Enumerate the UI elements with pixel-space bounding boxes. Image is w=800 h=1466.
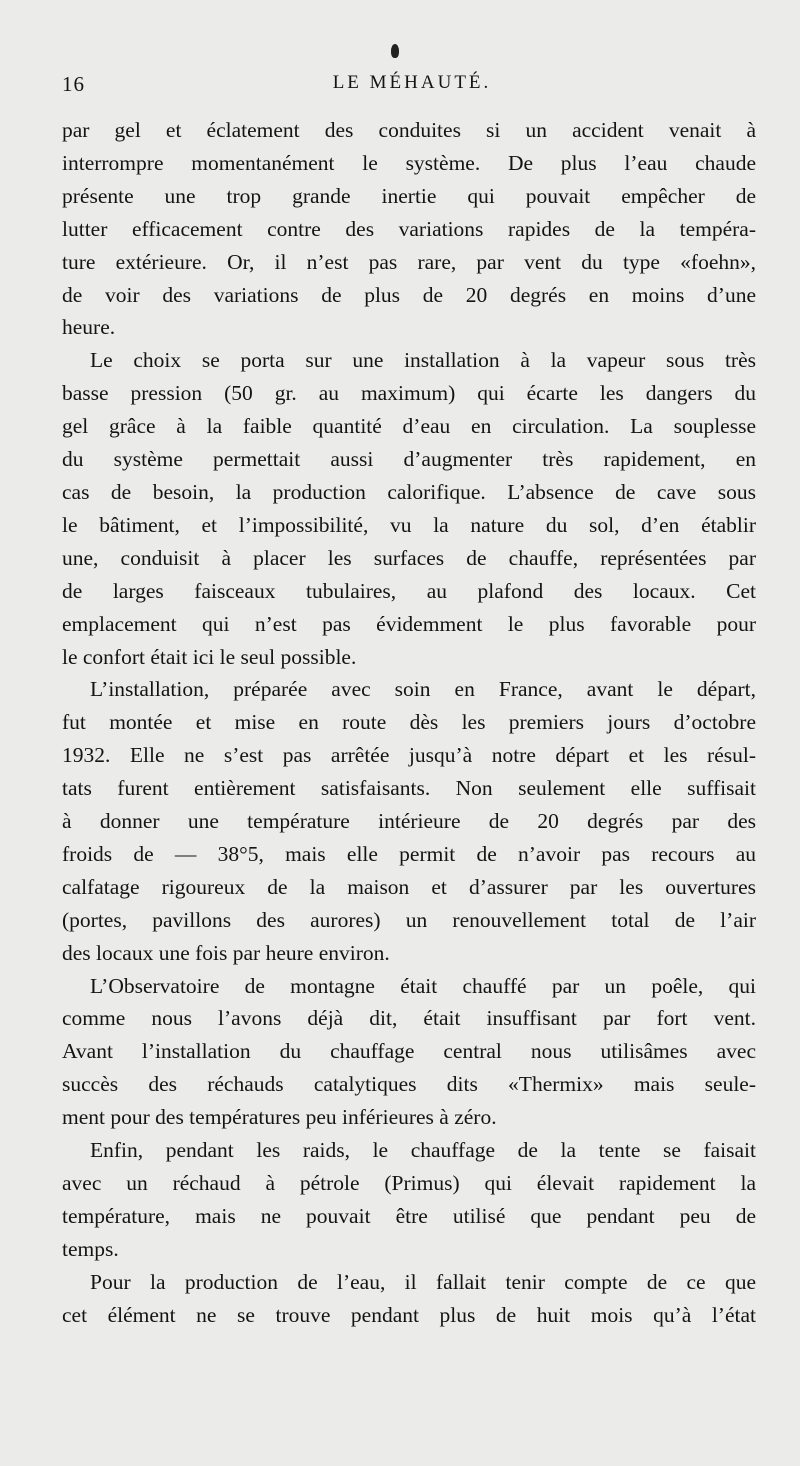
text-line: cas de besoin, la production calorifique. L’absence de cave sous	[62, 479, 756, 504]
text-line: ture extérieure. Or, il n’est pas rare, par vent du type «foehn»,	[62, 249, 756, 274]
printer-ornament-icon	[391, 44, 399, 58]
page-header	[62, 72, 762, 102]
text-line: temps.	[62, 1236, 119, 1261]
paragraph	[62, 1134, 756, 1266]
text-line: comme nous l’avons déjà dit, était insuffisant par fort vent.	[62, 1006, 756, 1031]
text-line: succès des réchauds catalytiques dits «Thermix» mais seule-	[62, 1072, 756, 1097]
text-line: température, mais ne pouvait être utilisé que pendant peu de	[62, 1203, 756, 1228]
text-line: tats furent entièrement satisfaisants. Non seulement elle suffisait	[62, 776, 756, 801]
text-line: interrompre momentanément le système. De plus l’eau chaude	[62, 150, 756, 175]
text-line: 1932. Elle ne s’est pas arrêtée jusqu’à notre départ et les résul-	[62, 743, 756, 768]
text-line: calfatage rigoureux de la maison et d’assurer par les ouvertures	[62, 874, 756, 899]
paragraph	[62, 970, 756, 1135]
text-line: avec un réchaud à pétrole (Primus) qui élevait rapidement la	[62, 1171, 756, 1195]
text-line: Pour la production de l’eau, il fallait tenir compte de ce que	[90, 1269, 756, 1294]
text-line: une, conduisit à placer les surfaces de chauffe, représentées par	[62, 545, 756, 570]
text-line: à donner une température intérieure de 20 degrés par des	[62, 809, 756, 834]
text-line: de larges faisceaux tubulaires, au plafond des locaux. Cet	[62, 578, 756, 603]
text-line: Le choix se porta sur une installation à la vapeur sous très	[90, 348, 756, 373]
text-line: Enfin, pendant les raids, le chauffage de la tente se faisait	[90, 1138, 756, 1163]
text-line: basse pression (50 gr. au maximum) qui écarte les dangers du	[62, 381, 756, 406]
text-line: cet élément ne se trouve pendant plus de huit mois qu’à l’état	[62, 1302, 756, 1327]
text-line: heure.	[62, 315, 116, 340]
paragraph	[62, 1266, 756, 1332]
paragraph	[62, 114, 756, 344]
page-number: 16	[62, 72, 85, 96]
text-line: du système permettait aussi d’augmenter très rapidement, en	[62, 447, 756, 472]
text-line: des locaux une fois par heure environ.	[62, 940, 390, 965]
text-line: présente une trop grande inertie qui pouvait empêcher de	[62, 183, 756, 208]
text-line: le confort était ici le seul possible.	[62, 644, 357, 669]
paragraph	[62, 673, 756, 969]
text-line: fut montée et mise en route dès les premiers jours d’octobre	[62, 710, 756, 735]
text-line: froids de — 38°5, mais elle permit de n’avoir pas recours au	[62, 841, 756, 866]
text-line: gel grâce à la faible quantité d’eau en circulation. La souplesse	[62, 414, 756, 439]
text-line: par gel et éclatement des conduites si un accident venait à	[62, 118, 756, 142]
text-line: L’Observatoire de montagne était chauffé par un poêle, qui	[90, 973, 756, 998]
body-text	[62, 114, 756, 1332]
text-line: le bâtiment, et l’impossibilité, vu la nature du sol, d’en établir	[62, 512, 756, 537]
text-line: lutter efficacement contre des variations rapides de la tempéra-	[62, 216, 756, 241]
text-line: Avant l’installation du chauffage central nous utilisâmes avec	[62, 1039, 756, 1064]
text-line: (portes, pavillons des aurores) un renouvellement total de l’air	[62, 907, 756, 932]
text-line: de voir des variations de plus de 20 degrés en moins d’une	[62, 282, 756, 307]
text-line: ment pour des températures peu inférieures à zéro.	[62, 1105, 497, 1130]
text-line: emplacement qui n’est pas évidemment le plus favorable pour	[62, 611, 756, 636]
text-line: L’installation, préparée avec soin en France, avant le départ,	[90, 677, 756, 702]
paragraph	[62, 344, 756, 673]
running-head: LE MÉHAUTÉ.	[332, 72, 492, 93]
